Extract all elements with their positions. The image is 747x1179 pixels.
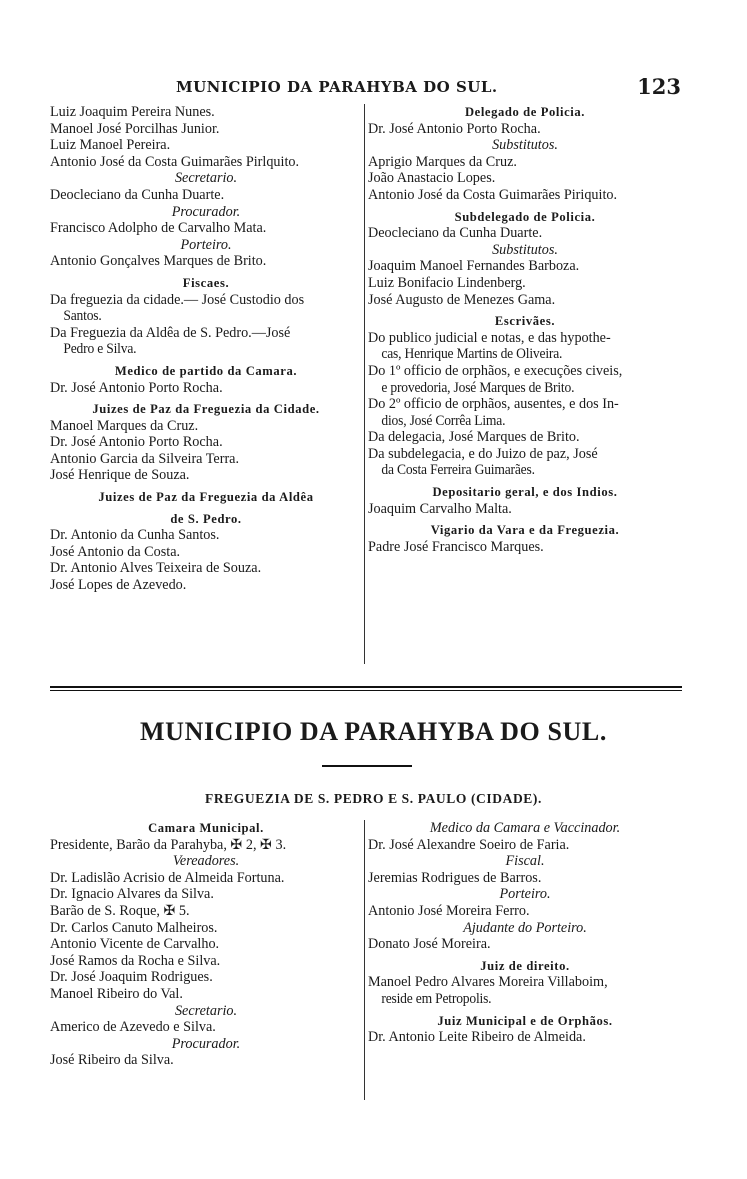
entry-continuation: Santos. bbox=[63, 308, 102, 325]
entry-line: José Ramos da Rocha e Silva. bbox=[50, 952, 221, 969]
role-label: Secretario. bbox=[174, 170, 238, 187]
entry-line: Dr. José Antonio Porto Rocha. bbox=[368, 120, 541, 137]
running-head bbox=[0, 74, 747, 102]
entry-line: Padre José Francisco Marques. bbox=[368, 538, 544, 555]
entry-line: Dr. Antonio da Cunha Santos. bbox=[50, 527, 220, 544]
entry-line: Deocleciano da Cunha Duarte. bbox=[368, 225, 543, 242]
entry-line: Antonio José Moreira Ferro. bbox=[368, 902, 530, 919]
top-left-column bbox=[50, 104, 362, 594]
entry-line: Joaquim Carvalho Malta. bbox=[368, 500, 512, 517]
entry-line: Manoel Ribeiro do Val. bbox=[50, 985, 183, 1002]
entry-line: Antonio José da Costa Guimarães Piriquito. bbox=[368, 186, 618, 203]
role-label: Porteiro. bbox=[499, 886, 551, 903]
entry-line: José Lopes de Azevedo. bbox=[50, 577, 187, 594]
role-label: Substitutos. bbox=[492, 241, 558, 258]
section-heading: de S. Pedro. bbox=[170, 511, 242, 526]
entry-line: Francisco Adolpho de Carvalho Mata. bbox=[50, 220, 267, 237]
entry-line: Dr. Ladislão Acrisio de Almeida Fortuna. bbox=[50, 869, 285, 886]
role-label: Procurador. bbox=[171, 1035, 241, 1052]
role-label: Secretario. bbox=[174, 1002, 238, 1019]
entry-line: Barão de S. Roque, ✠ 5. bbox=[50, 902, 190, 919]
role-label: Ajudante do Porteiro. bbox=[463, 919, 587, 936]
role-label: Medico da Camara e Vaccinador. bbox=[429, 820, 621, 836]
section-heading: Subdelegado de Policia. bbox=[454, 209, 596, 224]
entry-line: Da Freguezia da Aldêa de S. Pedro.—José bbox=[50, 324, 291, 341]
entry-line: Dr. Carlos Canuto Malheiros. bbox=[50, 919, 218, 936]
column-divider-top bbox=[364, 104, 365, 664]
section-heading: Juiz de direito. bbox=[480, 958, 570, 973]
top-right-column bbox=[368, 104, 682, 555]
section-heading: Depositario geral, e dos Indios. bbox=[432, 485, 618, 500]
entry-line: Do 2º officio de orphãos, ausentes, e dos In- bbox=[368, 396, 619, 413]
entry-line: Aprigio Marques da Cruz. bbox=[368, 153, 517, 170]
section-heading: Escrivães. bbox=[494, 314, 556, 329]
entry-line: Luiz Joaquim Pereira Nunes. bbox=[50, 104, 215, 120]
role-label: Fiscal. bbox=[505, 853, 545, 870]
entry-line: Do 1º officio de orphãos, e execuções civeis, bbox=[368, 362, 623, 379]
section-heading: Medico de partido da Camara. bbox=[114, 363, 298, 378]
entry-line: Do publico judicial e notas, e das hypothe- bbox=[368, 329, 611, 346]
entry-continuation: reside em Petropolis. bbox=[381, 990, 492, 1007]
entry-line: José Ribeiro da Silva. bbox=[50, 1052, 174, 1069]
section-heading: Delegado de Policia. bbox=[464, 105, 586, 119]
page-number: 123 bbox=[637, 74, 681, 99]
section-rule-thick bbox=[50, 686, 682, 688]
entry-line: Dr. Ignacio Alvares da Silva. bbox=[50, 886, 214, 903]
entry-line: Joaquim Manoel Fernandes Barboza. bbox=[368, 258, 580, 275]
entry-line: Dr. José Antonio Porto Rocha. bbox=[50, 379, 223, 396]
entry-line: Deocleciano da Cunha Duarte. bbox=[50, 186, 225, 203]
role-label: Substitutos. bbox=[492, 137, 558, 154]
entry-line: Jeremias Rodrigues de Barros. bbox=[368, 869, 542, 886]
section-title: MUNICIPIO DA PARAHYBA DO SUL. bbox=[140, 717, 607, 746]
entry-line: Da freguezia da cidade.— José Custodio dos bbox=[50, 291, 305, 308]
entry-line: Manoel Pedro Alvares Moreira Villaboim, bbox=[368, 974, 608, 991]
entry-line: Luiz Manoel Pereira. bbox=[50, 137, 171, 154]
entry-line: Americo de Azevedo e Silva. bbox=[50, 1019, 216, 1036]
column-divider-bottom bbox=[364, 820, 365, 1100]
section-heading: Vigario da Vara e da Freguezia. bbox=[430, 523, 620, 538]
entry-line: Dr. Antonio Alves Teixeira de Souza. bbox=[50, 560, 262, 577]
entry-line: Luiz Bonifacio Lindenberg. bbox=[368, 274, 526, 291]
entry-line: Antonio Garcia da Silveira Terra. bbox=[50, 450, 240, 467]
entry-line: Da subdelegacia, e do Juizo de paz, José bbox=[368, 445, 598, 462]
section-heading: Juizes de Paz da Freguezia da Cidade. bbox=[92, 402, 320, 417]
section-subtitle: FREGUEZIA DE S. PEDRO E S. PAULO (CIDADE). bbox=[205, 791, 542, 806]
entry-continuation: da Costa Ferreira Guimarães. bbox=[381, 462, 535, 479]
entry-line: Manoel Marques da Cruz. bbox=[50, 417, 199, 434]
bottom-right-column bbox=[368, 820, 682, 1046]
entry-line: Donato José Moreira. bbox=[368, 936, 491, 953]
title-rule bbox=[322, 765, 412, 767]
section-rule-thin bbox=[50, 690, 682, 691]
entry-continuation: cas, Henrique Martins de Oliveira. bbox=[381, 346, 563, 363]
running-head-title: MUNICIPIO DA PARAHYBA DO SUL. bbox=[176, 78, 498, 96]
role-label: Porteiro. bbox=[180, 236, 232, 253]
section-heading: Camara Municipal. bbox=[148, 821, 264, 835]
section-heading: Juizes de Paz da Freguezia da Aldêa bbox=[98, 490, 314, 505]
entry-line: Antonio Vicente de Carvalho. bbox=[50, 936, 220, 953]
section-heading: Juiz Municipal e de Orphãos. bbox=[437, 1013, 613, 1028]
entry-continuation: Pedro e Silva. bbox=[63, 341, 137, 358]
entry-line: João Anastacio Lopes. bbox=[368, 170, 496, 187]
entry-line: José Henrique de Souza. bbox=[50, 467, 190, 484]
president-entry: Presidente, Barão da Parahyba, ✠ 2, ✠ 3. bbox=[50, 836, 287, 853]
section-heading: Fiscaes. bbox=[182, 275, 230, 290]
entry-line: Dr. José Alexandre Soeiro de Faria. bbox=[368, 836, 570, 853]
entry-line: Dr. Antonio Leite Ribeiro de Almeida. bbox=[368, 1029, 586, 1046]
entry-line: Dr. José Joaquim Rodrigues. bbox=[50, 969, 213, 986]
entry-line: Da delegacia, José Marques de Brito. bbox=[368, 429, 580, 446]
bottom-left-column bbox=[50, 820, 362, 1069]
entry-continuation: e provedoria, José Marques de Brito. bbox=[381, 379, 575, 396]
entry-line: José Augusto de Menezes Gama. bbox=[368, 291, 556, 308]
role-label: Vereadores. bbox=[172, 853, 240, 870]
entry-line: José Antonio da Costa. bbox=[50, 543, 181, 560]
entry-line: Antonio Gonçalves Marques de Brito. bbox=[50, 253, 267, 270]
role-label: Procurador. bbox=[171, 203, 241, 220]
entry-line: Dr. José Antonio Porto Rocha. bbox=[50, 434, 223, 451]
entry-line: Manoel José Porcilhas Junior. bbox=[50, 120, 220, 137]
entry-line: Antonio José da Costa Guimarães Pirlquito. bbox=[50, 153, 300, 170]
entry-continuation: dios, José Corrêa Lima. bbox=[381, 412, 506, 429]
